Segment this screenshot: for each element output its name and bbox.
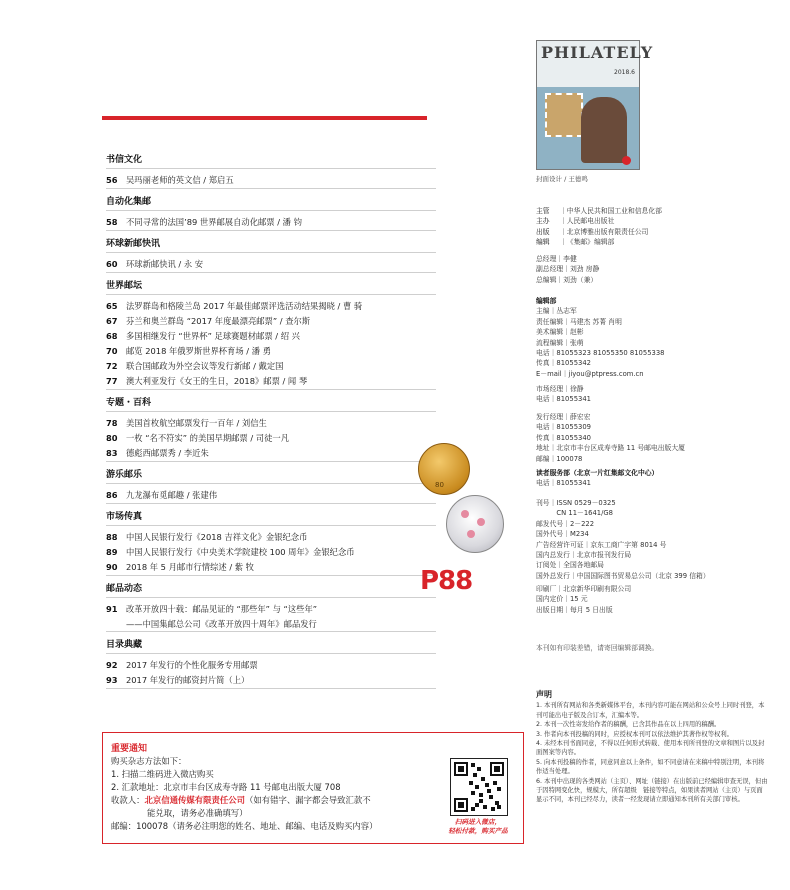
entry-page-number: 70 xyxy=(106,346,118,356)
toc-entry[interactable] xyxy=(106,359,436,374)
qr-module xyxy=(471,791,475,795)
declaration xyxy=(536,690,768,805)
entry-page-number: 58 xyxy=(106,217,118,227)
qr-module xyxy=(477,767,481,771)
toc-entry[interactable] xyxy=(106,545,436,560)
publisher-key: 编辑 xyxy=(536,238,550,247)
publisher-value: 人民邮电出版社 xyxy=(566,217,615,226)
editorial-line: E－mail｜jiyou@ptpress.com.cn xyxy=(536,369,644,378)
qr-module xyxy=(481,777,485,781)
toc-section xyxy=(106,635,436,689)
wechat-shop-qr-code[interactable] xyxy=(450,758,508,816)
toc-section xyxy=(106,507,436,576)
entry-page-number: 88 xyxy=(106,532,118,542)
codes-line: 国外总发行｜中国国际图书贸易总公司（北京 399 信箱） xyxy=(536,571,710,580)
toc-section xyxy=(106,393,436,462)
declaration-item: 6. 本刊中出现的各类网站（主页）、网址（链接）在出版前已经编辑审查无误，但由于因特网变化快，规模大，所有超级 链接等特点，如果读者网站（主页）与页面显示不同，本刊已经尽力，读者一经发现请立即通知本刊所有关部门审核。 xyxy=(536,777,768,804)
section-title: 专题・百科 xyxy=(106,393,436,412)
qr-module xyxy=(483,805,487,809)
entry-page-number: 86 xyxy=(106,490,118,500)
cover-masthead: PHILATELY xyxy=(541,43,654,62)
qr-module xyxy=(497,805,501,809)
entry-title: 2017 年发行的个性化服务专用邮票 xyxy=(126,660,258,670)
entry-title: 不同寻常的法国’89 世界邮展自动化邮票 / 潘 钧 xyxy=(126,217,302,227)
toc-entry[interactable] xyxy=(106,658,436,673)
declaration-title: 声明 xyxy=(536,690,552,699)
print-line: 国内定价｜15 元 xyxy=(536,595,588,604)
entry-page-number: 78 xyxy=(106,418,118,428)
cover-stamp-image xyxy=(545,93,583,137)
entry-title: 德彪西邮票秀 / 李近朱 xyxy=(126,448,209,458)
distribution-line: 传真｜81055340 xyxy=(536,433,591,442)
cover-figure-image xyxy=(581,97,627,163)
entry-page-number: 80 xyxy=(106,433,118,443)
toc-entry[interactable] xyxy=(106,488,436,503)
entry-title: 环球新邮快讯 / 永 安 xyxy=(126,259,204,269)
codes-line: 邮发代号｜2－222 xyxy=(536,519,595,528)
entry-page-number: 83 xyxy=(106,448,118,458)
payee-label: 收款人： xyxy=(111,795,145,805)
misprint-note: 本刊如有印装差错，请寄回编辑部调换。 xyxy=(536,644,659,652)
section-title: 邮品动态 xyxy=(106,579,436,598)
qr-caption-line: 轻松付款，购买产品 xyxy=(448,827,508,835)
section-title: 游乐邮乐 xyxy=(106,465,436,484)
entry-title: 法罗群岛和格陵兰岛 2017 年最佳邮票评选活动结果揭晓 / 曹 骑 xyxy=(126,301,363,311)
notice-line: 1. 扫描二维码进入微店购买 xyxy=(111,769,214,779)
entry-title: 中国人民银行发行《中央美术学院建校 100 周年》金银纪念币 xyxy=(126,547,355,557)
managers-line: 总经理｜李健 xyxy=(536,255,577,263)
entry-title: 联合国邮政为外空会议等发行新邮 / 戴定国 xyxy=(126,361,284,371)
entry-title: 澳大利亚发行《女王的生日，2018》邮票 / 闻 琴 xyxy=(126,376,308,386)
toc-entry[interactable] xyxy=(106,602,436,617)
declaration-item: 4. 未经本刊书面同意，不得以任何形式转载、使用本刊所刊登的文章和图片以及封面图案等内容。 xyxy=(536,740,765,757)
publisher-line: 出版 ｜北京博雅出版有限责任公司 xyxy=(536,227,649,236)
toc-entry[interactable] xyxy=(106,329,436,344)
codes-line: 订阅处｜全国各地邮局 xyxy=(536,561,604,570)
notice-line: 2. 汇款地址：北京市丰台区成寿寺路 11 号邮电出版大厦 708 xyxy=(111,782,341,792)
entry-title: 一枚 “名不符实” 的美国早期邮票 / 司徒一凡 xyxy=(126,433,289,443)
publisher-value: 北京博雅出版有限责任公司 xyxy=(566,227,649,236)
section-title: 书信文化 xyxy=(106,150,436,169)
qr-module xyxy=(497,787,501,791)
managers-line: 总编辑｜刘劲（兼） xyxy=(536,275,598,284)
printing-info xyxy=(536,584,766,615)
entry-title: 改革开放四十载：邮品见证的 “那些年” 与 “这些年” xyxy=(126,604,318,614)
reader-line: 电话｜81055341 xyxy=(536,479,591,488)
toc-entry[interactable] xyxy=(106,530,436,545)
silver-coin-image xyxy=(446,495,504,553)
print-line: 出版日期｜每月 5 日出版 xyxy=(536,605,613,614)
declaration-item: 1. 本刊所有网站和各类新媒体平台，本刊内容可能在网站和公众号上同时刊登，本刊可能出电子版及合订本，汇编本等。 xyxy=(536,702,765,719)
entry-title: 美国首枚航空邮票发行一百年 / 刘信生 xyxy=(126,418,267,428)
editorial-info xyxy=(536,296,766,379)
editorial-line: 电话｜81055323 81055350 81055338 xyxy=(536,349,665,358)
entry-page-number: 60 xyxy=(106,259,118,269)
cover-caption: 封面设计 / 王德鸣 xyxy=(536,175,588,183)
section-title: 环球新邮快讯 xyxy=(106,234,436,253)
qr-module xyxy=(493,781,497,785)
entry-page-number: 67 xyxy=(106,316,118,326)
entry-title: 邮览 2018 年俄罗斯世界杯育场 / 潘 勇 xyxy=(126,346,271,356)
entry-page-number: 77 xyxy=(106,376,118,386)
cover-badge xyxy=(622,156,631,165)
publisher-line: 主办 ｜人民邮电出版社 xyxy=(536,217,615,226)
qr-module xyxy=(458,802,464,808)
codes-line: CN 11－1641/G8 xyxy=(536,509,614,518)
codes-line: 国内总发行｜北京市报刊发行局 xyxy=(536,551,632,560)
declaration-lines xyxy=(536,701,768,804)
notice-text xyxy=(111,755,431,833)
managers-line: 副总经理｜刘劲 房静 xyxy=(536,265,600,274)
toc-entry[interactable] xyxy=(106,344,436,359)
market-info xyxy=(536,384,766,405)
qr-module xyxy=(475,803,479,807)
declaration-item: 2. 本刊一次性寄发给作者的稿酬，已含其作品在以上四用的稿酬。 xyxy=(536,721,721,729)
toc-entry[interactable] xyxy=(106,673,436,688)
notice-line: 能兑取，请务必准确填写） xyxy=(147,808,248,818)
coin-blossom xyxy=(461,510,469,518)
market-line: 市场经理｜徐静 xyxy=(536,385,584,393)
toc-entry[interactable] xyxy=(106,416,436,431)
entry-title: 中国人民银行发行《2018 吉祥文化》金银纪念币 xyxy=(126,532,308,542)
toc-section xyxy=(106,234,436,273)
publisher-line: 编辑 ｜《集邮》编辑部 xyxy=(536,238,615,247)
notice-title: 重要通知 xyxy=(111,744,148,754)
entry-page-number: 65 xyxy=(106,301,118,311)
qr-caption-line: 扫码进入微店， xyxy=(454,818,502,826)
publisher-key: 主管 xyxy=(536,207,550,215)
coin-blossom xyxy=(467,530,475,538)
gold-coin-image xyxy=(418,443,470,495)
print-line: 印刷厂｜北京新华印刷有限公司 xyxy=(536,585,632,593)
qr-module xyxy=(458,766,464,772)
publisher-value: 《集邮》编辑部 xyxy=(566,238,615,247)
magazine-cover xyxy=(536,40,654,170)
distribution-info xyxy=(536,412,766,464)
publisher-line: 主管 ｜中华人民共和国工业和信息化部 xyxy=(536,207,662,215)
qr-module xyxy=(479,793,483,797)
manager-info xyxy=(536,254,766,285)
toc-section xyxy=(106,465,436,504)
entry-page-number: 90 xyxy=(106,562,118,572)
section-title: 自动化集邮 xyxy=(106,192,436,211)
entry-title: 2017 年发行的邮资封片简（上） xyxy=(126,675,250,685)
notice-line: 购买杂志方法如下： xyxy=(111,756,187,766)
market-line: 电话｜81055341 xyxy=(536,395,591,404)
editorial-line: 主编｜丛志军 xyxy=(536,307,577,316)
entry-title: 2018 年 5 月邮市行情综述 / 紫 牧 xyxy=(126,562,254,572)
entry-page-number: 91 xyxy=(106,604,118,614)
entry-page-number: 92 xyxy=(106,660,118,670)
toc-entry[interactable] xyxy=(106,215,436,230)
entry-page-number: 93 xyxy=(106,675,118,685)
qr-caption xyxy=(438,818,518,836)
toc-section xyxy=(106,276,436,390)
qr-module xyxy=(485,783,489,787)
toc-section xyxy=(106,192,436,231)
qr-module xyxy=(471,763,475,767)
qr-module xyxy=(491,807,495,811)
page-callout: P88 xyxy=(420,566,473,596)
qr-module xyxy=(487,789,491,793)
codes-line: 国外代号｜M234 xyxy=(536,530,589,539)
publisher-key: 出版 xyxy=(536,227,550,236)
qr-module xyxy=(475,785,479,789)
qr-module xyxy=(469,781,473,785)
distribution-line: 地址｜北京市丰台区成寿寺路 11 号邮电出版大厦 xyxy=(536,444,685,453)
qr-module xyxy=(489,795,493,799)
editorial-line: 传真｜81055342 xyxy=(536,359,591,368)
entry-page-number: 68 xyxy=(106,331,118,341)
toc-entry[interactable] xyxy=(106,374,436,389)
declaration-item: 5. 向本刊投稿的作者，同意同意以上条件，如不同意请在来稿中特别注明，本刊将作适当处理。 xyxy=(536,758,765,776)
entry-page-number: 56 xyxy=(106,175,118,185)
qr-module xyxy=(494,766,500,772)
entry-title: 九龙瀑布觅邮趣 / 张建伟 xyxy=(126,490,218,500)
entry-title: 多国相继发行 “世界杯” 足球赛题材邮票 / 绍 兴 xyxy=(126,331,300,341)
reader-line: 读者服务部（北京一片红集邮文化中心） xyxy=(536,469,659,477)
entry-title: 吴玛丽老师的英文信 / 郑启五 xyxy=(126,175,234,185)
toc-entry[interactable] xyxy=(106,173,436,188)
notice-line xyxy=(111,794,431,807)
toc-entry[interactable] xyxy=(106,446,436,461)
toc-entry[interactable] xyxy=(106,560,436,575)
qr-module xyxy=(479,799,483,803)
publisher-info xyxy=(536,206,766,248)
distribution-line: 邮编｜100078 xyxy=(536,454,583,463)
codes-line: 刊号｜ISSN 0529－0325 xyxy=(536,499,616,507)
editorial-line: 编辑部 xyxy=(536,297,557,305)
table-of-contents xyxy=(106,150,436,692)
payee-warning: （如有错字、漏字都会导致汇款不 xyxy=(245,795,371,805)
notice-line: 邮编：100078（请务必注明您的姓名、地址、邮编、电话及购买内容） xyxy=(111,821,378,831)
publisher-value: 中华人民共和国工业和信息化部 xyxy=(566,207,662,215)
coin-blossom xyxy=(477,518,485,526)
entry-page-number: 72 xyxy=(106,361,118,371)
section-title: 世界邮坛 xyxy=(106,276,436,295)
codes-line: 广告经营许可证｜京东工商广字第 8014 号 xyxy=(536,540,667,549)
entry-page-number: 89 xyxy=(106,547,118,557)
distribution-line: 发行经理｜薛宏宏 xyxy=(536,413,591,421)
qr-module xyxy=(473,773,477,777)
distribution-line: 电话｜81055309 xyxy=(536,423,591,432)
section-title: 目录典藏 xyxy=(106,635,436,654)
cover-issue: 2018.6 xyxy=(614,69,635,76)
publisher-key: 主办 xyxy=(536,217,550,226)
entry-title: 芬兰和奥兰群岛 “2017 年度最漂亮邮票” / 查尔斯 xyxy=(126,316,311,326)
toc-entry[interactable] xyxy=(106,431,436,446)
gold-coin-label: 80 xyxy=(435,481,444,489)
toc-entry[interactable] xyxy=(106,257,436,272)
toc-entry[interactable] xyxy=(106,299,436,314)
editorial-line: 流程编辑｜张萌 xyxy=(536,338,584,347)
cover-top-band xyxy=(537,41,654,87)
editorial-line: 责任编辑｜马建杰 苏菁 肖明 xyxy=(536,317,622,326)
declaration-item: 3. 作者向本刊投稿的同时，应授权本刊可以依法维护其著作权等权利。 xyxy=(536,730,733,738)
payee-name: 北京信通传媒有限责任公司 xyxy=(144,795,245,805)
toc-entry[interactable] xyxy=(106,314,436,329)
qr-module xyxy=(471,807,475,811)
entry-subtitle: ——中国集邮总公司《改革开放四十周年》邮品发行 xyxy=(126,619,317,629)
section-title: 市场传真 xyxy=(106,507,436,526)
editorial-line: 美术编辑｜赵彬 xyxy=(536,328,584,337)
publication-codes xyxy=(536,498,766,581)
header-red-rule xyxy=(102,116,427,120)
toc-section xyxy=(106,150,436,189)
reader-service-info xyxy=(536,468,766,489)
toc-section xyxy=(106,579,436,632)
